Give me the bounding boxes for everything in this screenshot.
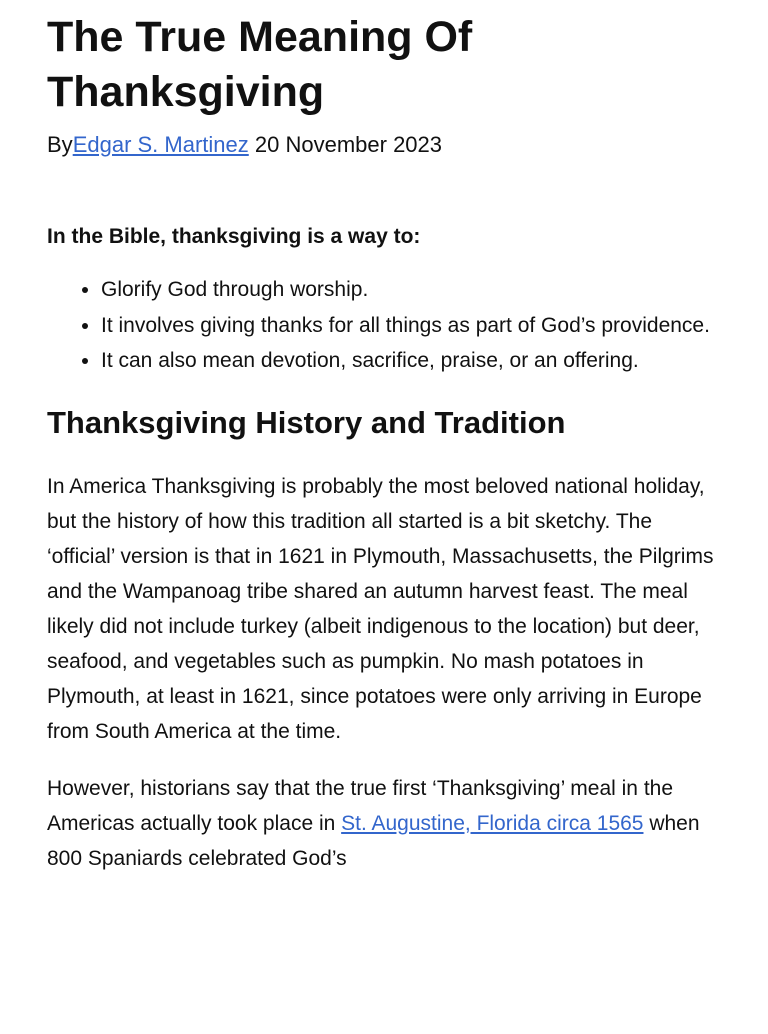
lead-text: In the Bible, thanksgiving is a way to: bbox=[47, 225, 421, 248]
paragraph-st-augustine bbox=[47, 771, 720, 876]
paragraph-text-before: However, historians say that the true first ‘Thanksgiving’ meal in the Americas actually took place in bbox=[47, 776, 674, 835]
list-item: • It can also mean devotion, sacrifice, praise, or an offering. bbox=[101, 343, 720, 379]
list-item: • Glorify God through worship. bbox=[101, 272, 720, 308]
article bbox=[0, 10, 768, 876]
publish-date: 20 November 2023 bbox=[254, 132, 443, 157]
byline-prefix: By bbox=[47, 132, 73, 157]
paragraph-history: In America Thanksgiving is probably the most beloved national holiday, but the history of how this tradition all started is a bit sketchy. The ‘official’ version is that in 1621 in Plymouth, Massachusetts, the Pilgrims and the Wampanoag tribe shared an autumn harvest feast. The meal likely did not include turkey (albeit indigenous to the location) but deer, seafood, and vegetables such as pumpkin. No mash potatoes in Plymouth, at least in 1621, since potatoes were only arriving in Europe from South America at the time. bbox=[47, 474, 714, 743]
article-title: The True Meaning Of Thanksgiving bbox=[47, 13, 473, 116]
author-link[interactable]: Edgar S. Martinez bbox=[72, 132, 249, 157]
list-item: • It involves giving thanks for all things as part of God’s providence. bbox=[101, 308, 720, 344]
paragraph-text-after: when 800 Spaniards celebrated God’s bbox=[47, 811, 700, 870]
byline bbox=[47, 130, 720, 160]
section-heading: Thanksgiving History and Tradition bbox=[47, 404, 566, 440]
bullet-list bbox=[47, 272, 720, 379]
st-augustine-link[interactable]: St. Augustine, Florida circa 1565 bbox=[341, 811, 644, 835]
